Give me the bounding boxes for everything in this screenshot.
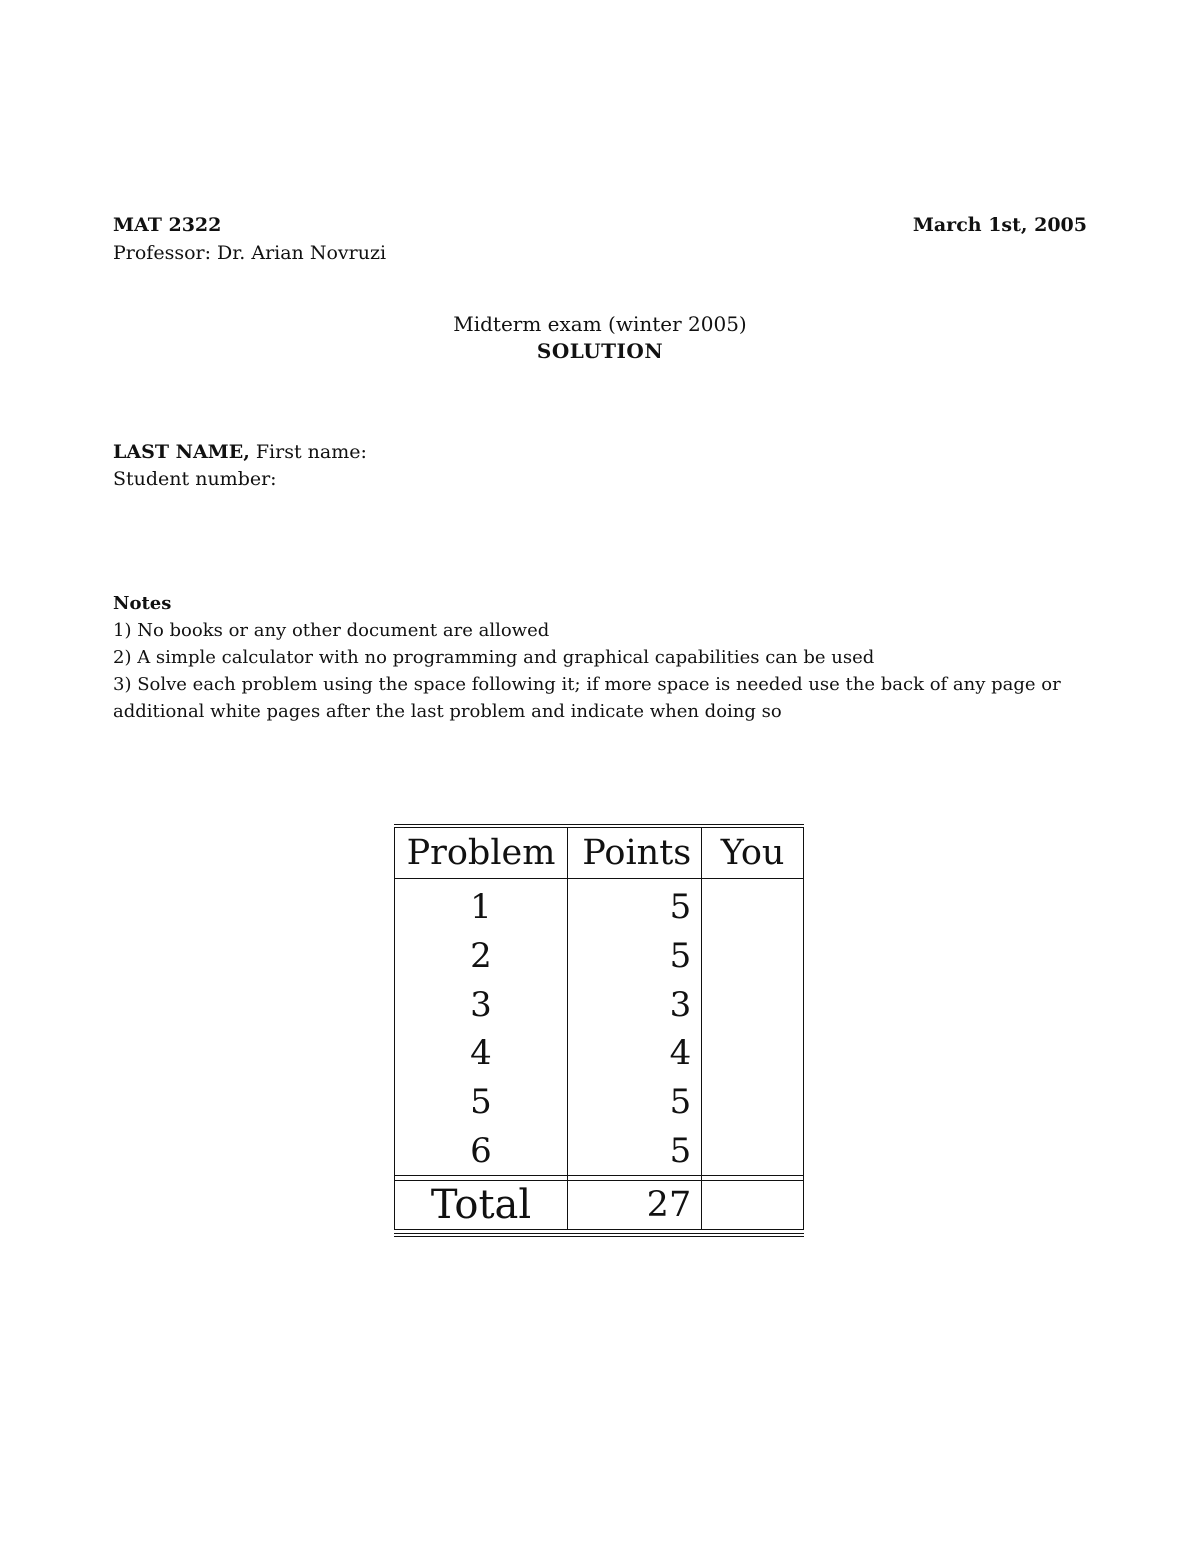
header-problem: Problem xyxy=(395,828,568,879)
table-bottom-rule xyxy=(394,1233,804,1237)
name-label xyxy=(113,439,367,466)
exam-title: Midterm exam (winter 2005) xyxy=(453,312,747,336)
total-label: Total xyxy=(395,1181,568,1230)
total-row xyxy=(395,1181,804,1230)
cell-problem: 5 xyxy=(395,1078,568,1127)
cell-you xyxy=(702,1078,804,1127)
exam-date: March 1st, 2005 xyxy=(912,214,1087,236)
total-you xyxy=(702,1181,804,1230)
cell-problem: 3 xyxy=(395,980,568,1029)
table-row xyxy=(395,879,804,932)
score-table-container xyxy=(394,824,804,1237)
cell-problem: 2 xyxy=(395,932,568,981)
student-number-label: Student number: xyxy=(113,468,277,490)
title-block xyxy=(0,311,1200,365)
page-header xyxy=(113,214,1087,236)
header-you: You xyxy=(702,828,804,879)
cell-you xyxy=(702,1126,804,1175)
cell-you xyxy=(702,932,804,981)
exam-subtitle: SOLUTION xyxy=(536,339,664,363)
cell-points: 5 xyxy=(568,1126,702,1175)
table-row xyxy=(395,932,804,981)
cell-you xyxy=(702,1029,804,1078)
cell-problem: 6 xyxy=(395,1126,568,1175)
professor-line: Professor: Dr. Arian Novruzi xyxy=(113,242,387,264)
table-row xyxy=(395,980,804,1029)
notes-heading: Notes xyxy=(113,593,172,614)
name-label-bold: LAST NAME, xyxy=(113,441,250,463)
name-label-rest: First name: xyxy=(249,441,367,463)
note-item: 1) No books or any other document are allowed xyxy=(113,620,550,641)
cell-points: 5 xyxy=(568,1078,702,1127)
total-points: 27 xyxy=(568,1181,702,1230)
score-table xyxy=(394,828,804,1230)
cell-points: 5 xyxy=(568,932,702,981)
cell-you xyxy=(702,879,804,932)
table-row xyxy=(395,1029,804,1078)
note-item: 3) Solve each problem using the space following it; if more space is needed use the back of any page or additional white pages after the last problem and indicate when doing so xyxy=(113,674,1061,722)
table-header-row xyxy=(395,828,804,879)
table-row xyxy=(395,1126,804,1175)
table-row xyxy=(395,1078,804,1127)
note-item: 2) A simple calculator with no programming and graphical capabilities can be used xyxy=(113,647,875,668)
course-code: MAT 2322 xyxy=(113,214,222,236)
cell-points: 3 xyxy=(568,980,702,1029)
header-points: Points xyxy=(568,828,702,879)
cell-you xyxy=(702,980,804,1029)
cell-points: 4 xyxy=(568,1029,702,1078)
notes-section xyxy=(113,590,1087,725)
cell-problem: 4 xyxy=(395,1029,568,1078)
identification-block xyxy=(113,439,367,493)
cell-problem: 1 xyxy=(395,879,568,932)
cell-points: 5 xyxy=(568,879,702,932)
